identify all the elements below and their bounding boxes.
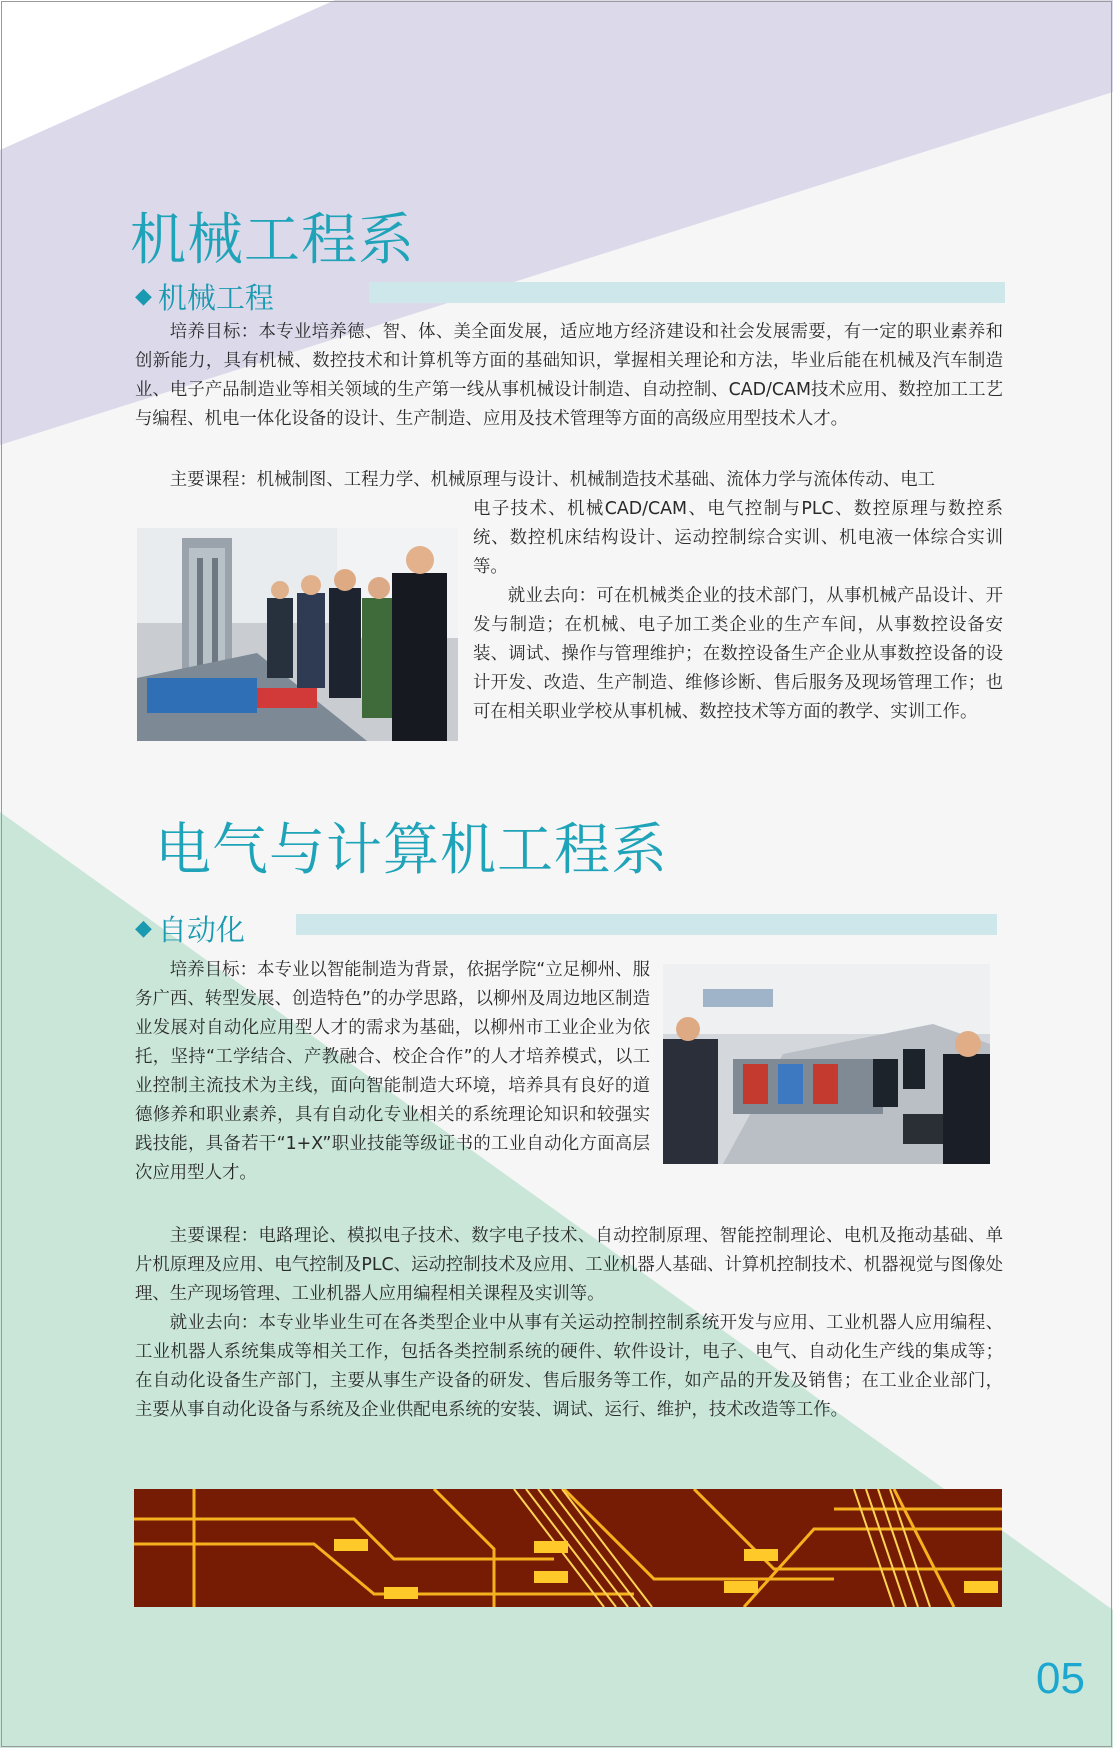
employment-mechanical: 就业去向：可在机械类企业的技术部门，从事机械产品设计、开发与制造；在机械、电子加工类企业的生产车间，从事数控设备安装、调试、操作与管理维护；在数控设备生产企业从事数控设备的设计开发、改造、生产制造、维修诊断、售后服务及现场管理工作；也可在相关职业学校从事机械、数控技术等方面的教学、实训工作。 (473, 586, 1003, 722)
training-goal-automation: 培养目标：本专业以智能制造为背景，依据学院“立足柳州、服务广西、转型发展、创造特色”的办学思路，以柳州及周边地区制造业发展对自动化应用型人才的需求为基础，以柳州市工业企业为依托，坚持“工学结合、产教融合、校企合作”的人才培养模式，以工业控制主流技术为主线，面向智能制造大环境，培养具有良好的道德修养和职业素养，具有自动化专业相关的系统理论知识和较强实践技能，具备若干“1+X”职业技能等级证书的工业自动化方面高层次应用型人才。 (135, 960, 650, 1183)
diamond-bullet-icon: ◆ (135, 916, 152, 941)
courses-mechanical-first-line: 主要课程：机械制图、工程力学、机械原理与设计、机械制造技术基础、流体力学与流体传动、电工 (169, 470, 935, 490)
training-goal-mechanical: 培养目标：本专业培养德、智、体、美全面发展，适应地方经济建设和社会发展需要，有一定的职业素养和创新能力，具有机械、数控技术和计算机等方面的基础知识，掌握相关理论和方法，毕业后能在机械及汽车制造业、电子产品制造业等相关领域的生产第一线从事机械设计制造、自动控制、CAD/CAM技术应用、数控加工工艺与编程、机电一体化设备的设计、生产制造、应用及技术管理等方面的高级应用型技术人才。 (135, 322, 1003, 429)
employment-automation: 就业去向：本专业毕业生可在各类型企业中从事有关运动控制控制系统开发与应用、工业机器人应用编程、工业机器人系统集成等相关工作，包括各类控制系统的硬件、软件设计，电子、电气、自动化生产线的集成等；在自动化设备生产部门，主要从事生产设备的研发、售后服务等工作，如产品的开发及销售；在工业企业部门，主要从事自动化设备与系统及企业供配电系统的安装、调试、运行、维护，技术改造等工作。 (135, 1313, 1003, 1420)
subhead-label: 机械工程 (157, 281, 274, 315)
photo-automation-lab (663, 964, 990, 1164)
subhead-mechanical-engineering (135, 276, 274, 317)
circuit-board-banner (134, 1489, 1002, 1607)
dept-title-mechanical: 机械工程系 (130, 208, 415, 273)
diamond-bullet-icon: ◆ (135, 284, 152, 309)
decorative-bar (369, 282, 1005, 303)
subhead-label: 自动化 (157, 913, 245, 947)
dept-title-electrical-computer: 电气与计算机工程系 (155, 818, 668, 883)
photo-lab-students (137, 528, 458, 741)
courses-mechanical-rest: 电子技术、机械CAD/CAM、电气控制与PLC、数控原理与数控系统、数控机床结构设计、运动控制综合实训、机电液一体综合实训等。 (473, 499, 1003, 577)
subhead-automation (135, 908, 245, 949)
page-number: 05 (1036, 1654, 1085, 1703)
courses-automation: 主要课程：电路理论、模拟电子技术、数字电子技术、自动控制原理、智能控制理论、电机及拖动基础、单片机原理及应用、电气控制及PLC、运动控制技术及应用、工业机器人基础、计算机控制技术、机器视觉与图像处理、生产现场管理、工业机器人应用编程相关课程及实训等。 (135, 1226, 1003, 1304)
decorative-bar (296, 914, 997, 935)
